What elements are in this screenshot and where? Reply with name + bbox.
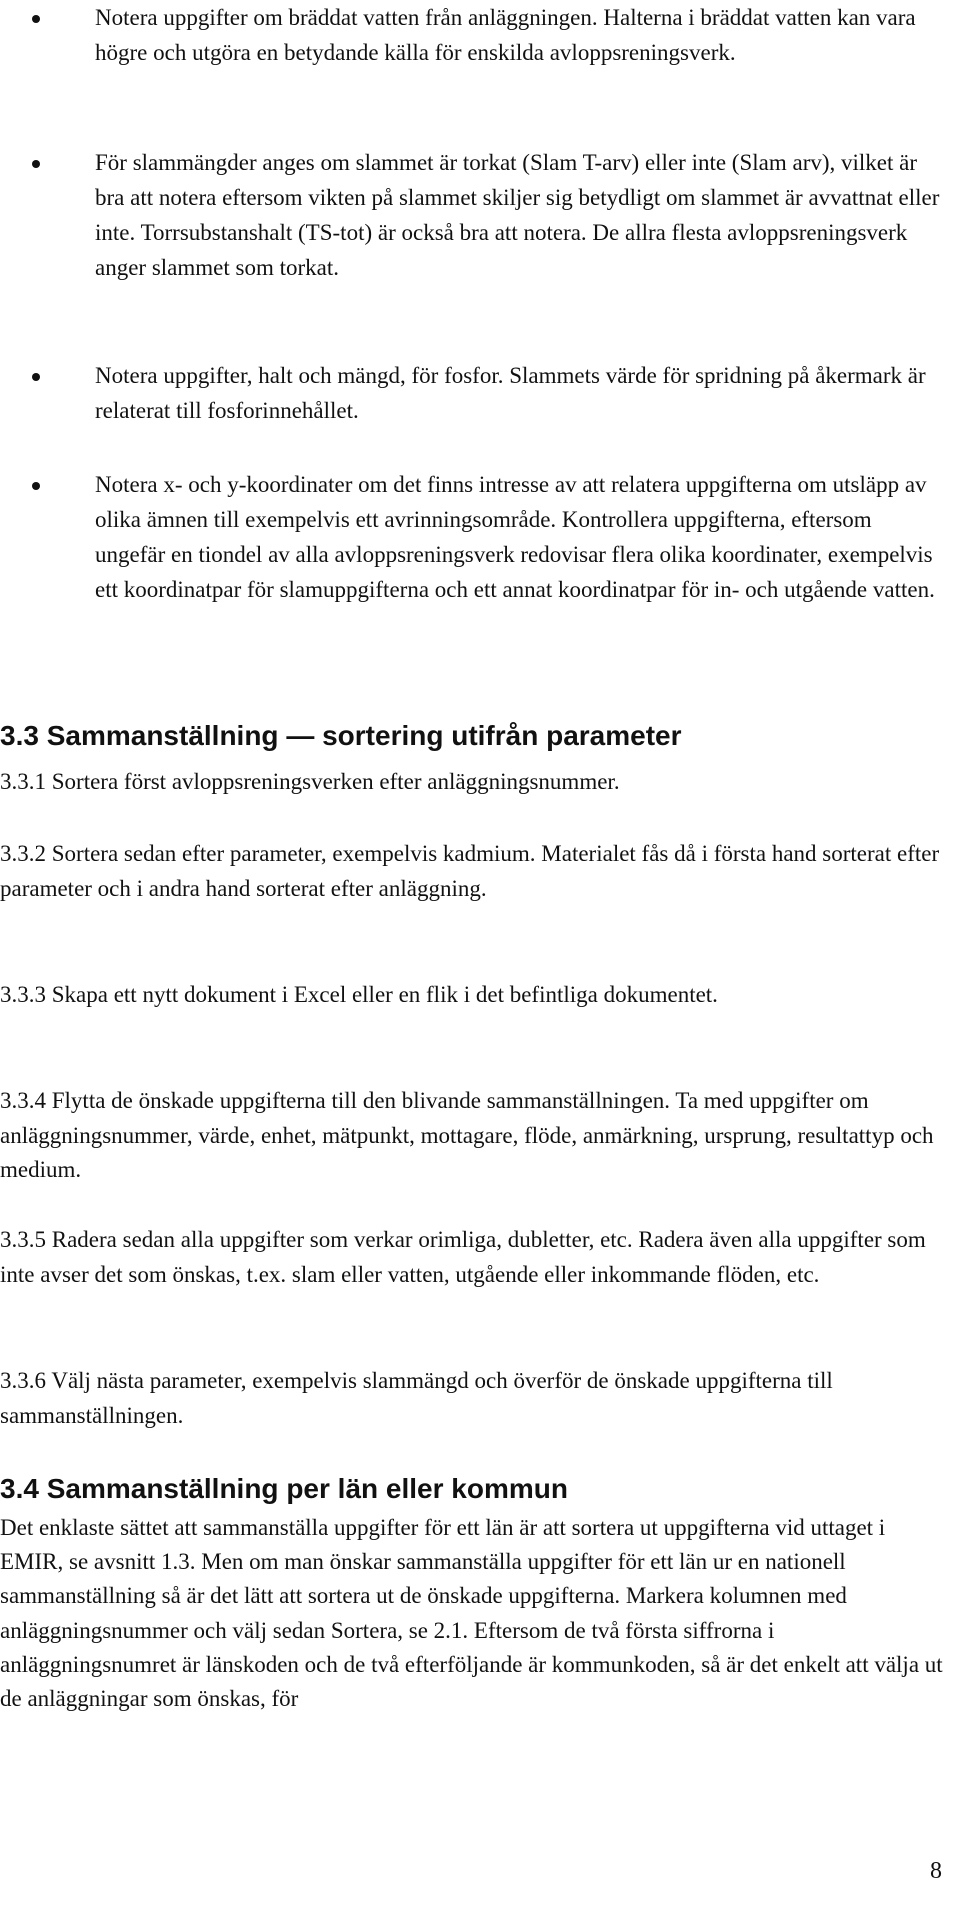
bullet-dot-icon xyxy=(32,373,40,381)
bullet-item xyxy=(32,0,945,70)
section-heading-3-4: 3.4 Sammanställning per län eller kommun xyxy=(0,1473,568,1504)
bullet-item xyxy=(32,358,945,428)
step-text: Skapa ett nytt dokument i Excel eller en flik i det befintliga dokumentet. xyxy=(46,982,718,1007)
bullet-text: Notera uppgifter om bräddat vatten från anläggningen. Halterna i bräddat vatten kan vara högre och utgöra en betydande källa för enskilda avloppsreningsverk. xyxy=(95,5,916,65)
step-text: Sortera först avloppsreningsverken efter anläggningsnummer. xyxy=(46,769,620,794)
step-number: 3.3.2 xyxy=(0,841,46,866)
section-3-4-paragraph: Det enklaste sättet att sammanställa uppgifter för ett län är att sortera ut uppgifterna vid uttaget i EMIR, se avsnitt 1.3. Men om man önskar sammanställa uppgifter för ett län ur en nationell sammanställning så är det lätt att sortera ut de önskade uppgifterna. Markera kolumnen med anläggningsnummer och välj sedan Sortera, se 2.1. Eftersom de två första siffrorna i anläggningsnumret är länskoden och de två efterföljande är kommunkoden, så är det enkelt att välja ut de anläggningar som önskas, för xyxy=(0,1515,943,1712)
step-number: 3.3.4 xyxy=(0,1088,46,1113)
step-3-3-3 xyxy=(0,978,950,1013)
bullet-dot-icon xyxy=(32,15,40,23)
step-3-3-6 xyxy=(0,1364,950,1433)
bullet-text: Notera uppgifter, halt och mängd, för fosfor. Slammets värde för spridning på åkermark är relaterat till fosforinnehållet. xyxy=(95,363,926,423)
bullet-dot-icon xyxy=(32,482,40,490)
step-number: 3.3.6 xyxy=(0,1368,46,1393)
step-text: Välj nästa parameter, exempelvis slammängd och överför de önskade uppgifterna till sammanställningen. xyxy=(0,1368,833,1428)
step-3-3-1 xyxy=(0,765,950,800)
bullet-item xyxy=(32,145,945,285)
step-number: 3.3.5 xyxy=(0,1227,46,1252)
step-text: Flytta de önskade uppgifterna till den blivande sammanställningen. Ta med uppgifter om anläggningsnummer, värde, enhet, mätpunkt, mottagare, flöde, anmärkning, ursprung, resultattyp och medium. xyxy=(0,1088,934,1182)
step-text: Sortera sedan efter parameter, exempelvis kadmium. Materialet fås då i första hand sorterat efter parameter och i andra hand sorterat efter anläggning. xyxy=(0,841,940,901)
step-3-3-4 xyxy=(0,1084,950,1188)
bullet-dot-icon xyxy=(32,160,40,168)
step-3-3-2 xyxy=(0,837,950,906)
step-3-3-5 xyxy=(0,1223,950,1292)
page-number: 8 xyxy=(930,1858,942,1884)
section-heading-3-3: 3.3 Sammanställning — sortering utifrån parameter xyxy=(0,720,682,751)
step-number: 3.3.1 xyxy=(0,769,46,794)
step-number: 3.3.3 xyxy=(0,982,46,1007)
bullet-item xyxy=(32,467,945,607)
step-text: Radera sedan alla uppgifter som verkar orimliga, dubletter, etc. Radera även alla uppgifter som inte avser det som önskas, t.ex. slam eller vatten, utgående eller inkommande flöden, etc. xyxy=(0,1227,926,1287)
bullet-text: För slammängder anges om slammet är torkat (Slam T-arv) eller inte (Slam arv), vilket är bra att notera eftersom vikten på slammet skiljer sig betydligt om slammet är avvattnat eller inte. Torrsubstanshalt (TS-tot) är också bra att notera. De allra flesta avloppsreningsverk anger slammet som torkat. xyxy=(95,150,940,280)
bullet-text: Notera x- och y-koordinater om det finns intresse av att relatera uppgifterna om utsläpp av olika ämnen till exempelvis ett avrinningsområde. Kontrollera uppgifterna, eftersom ungefär en tiondel av alla avloppsreningsverk redovisar flera olika koordinater, exempelvis ett koordinatpar för slamuppgifterna och ett annat koordinatpar för in- och utgående vatten. xyxy=(95,472,935,602)
